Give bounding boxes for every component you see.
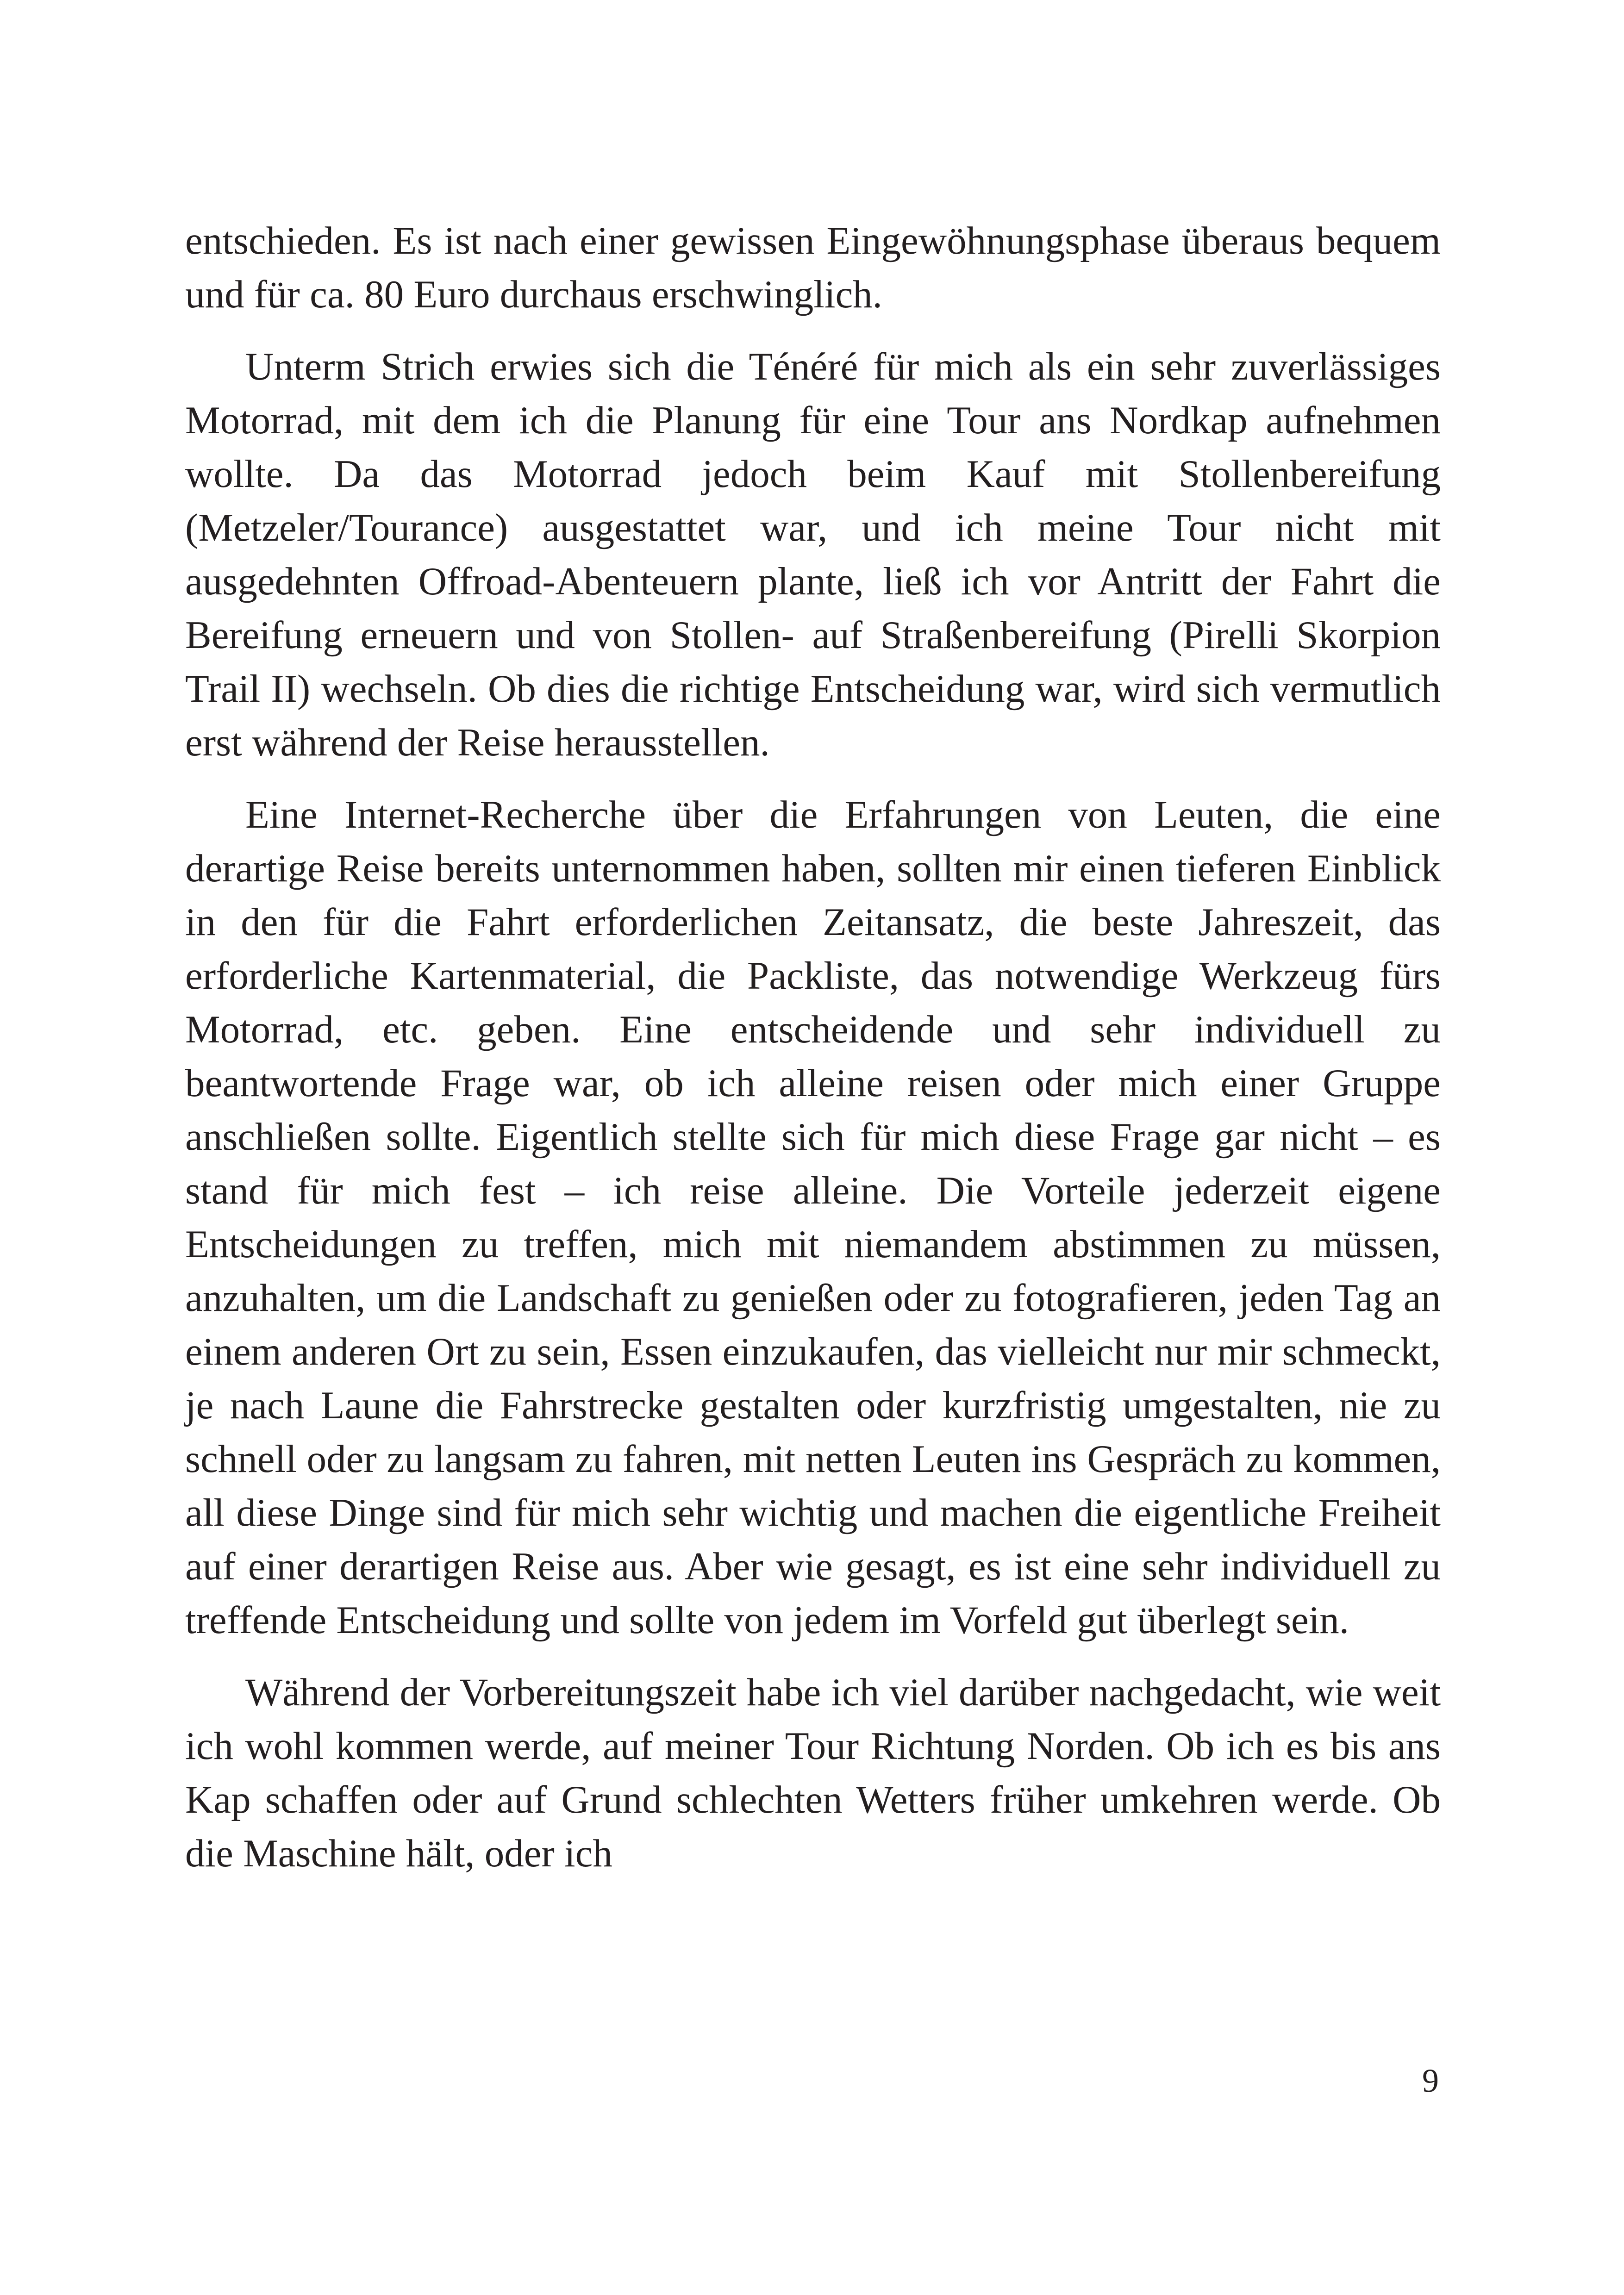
page-number: 9 bbox=[1422, 2062, 1439, 2099]
paragraph-1: entschieden. Es ist nach einer gewissen Eingewöhnungsphase überaus bequem und für ca. 80 Euro durchaus erschwinglich. bbox=[185, 219, 1441, 316]
paragraph-3: Eine Internet-Recherche über die Erfahrungen von Leuten, die eine derartige Reise bereits unternommen haben, sollten mir einen tieferen Einblick in den für die Fahrt erforderlichen Zeitansatz, die beste Jahreszeit, das erforderliche Kartenmaterial, die Packliste, das notwendige Werkzeug fürs Motorrad, etc. geben. Eine entscheidende und sehr individuell zu beantwortende Frage war, ob ich alleine reisen oder mich einer Gruppe anschließen sollte. Eigentlich stellte sich für mich diese Frage gar nicht – es stand für mich fest – ich reise alleine. Die Vorteile jederzeit eigene Entscheidungen zu treffen, mich mit niemandem abstimmen zu müssen, anzuhalten, um die Landschaft zu genießen oder zu fotografieren, jeden Tag an einem anderen Ort zu sein, Essen einzukaufen, das vielleicht nur mir schmeckt, je nach Laune die Fahrstrecke gestalten oder kurzfristig umgestalten, nie zu schnell oder zu langsam zu fahren, mit netten Leuten ins Gespräch zu kommen, all diese Dinge sind für mich sehr wichtig und machen die eigentliche Freiheit auf einer derartigen Reise aus. Aber wie gesagt, es ist eine sehr individuell zu treffende Entscheidung und sollte von jedem im Vorfeld gut überlegt sein. bbox=[185, 793, 1441, 1642]
paragraph-4: Während der Vorbereitungszeit habe ich viel darüber nachgedacht, wie weit ich wohl kommen werde, auf meiner Tour Richtung Norden. Ob ich es bis ans Kap schaffen oder auf Grund schlechten Wetters früher umkehren werde. Ob die Maschine hält, oder ich bbox=[185, 1671, 1441, 1875]
paragraph-2: Unterm Strich erwies sich die Ténéré für mich als ein sehr zuverlässiges Motorrad, mit dem ich die Planung für eine Tour ans Nordkap aufnehmen wollte. Da das Motorrad jedoch beim Kauf mit Stollenbereifung (Metzeler/Tourance) ausgestattet war, und ich meine Tour nicht mit ausgedehnten Offroad-Abenteuern plante, ließ ich vor Antritt der Fahrt die Bereifung erneuern und von Stollen- auf Straßenbereifung (Pirelli Skorpion Trail II) wechseln. Ob dies die richtige Entscheidung war, wird sich vermutlich erst während der Reise herausstellen. bbox=[185, 345, 1441, 764]
body-text bbox=[185, 214, 1441, 1899]
